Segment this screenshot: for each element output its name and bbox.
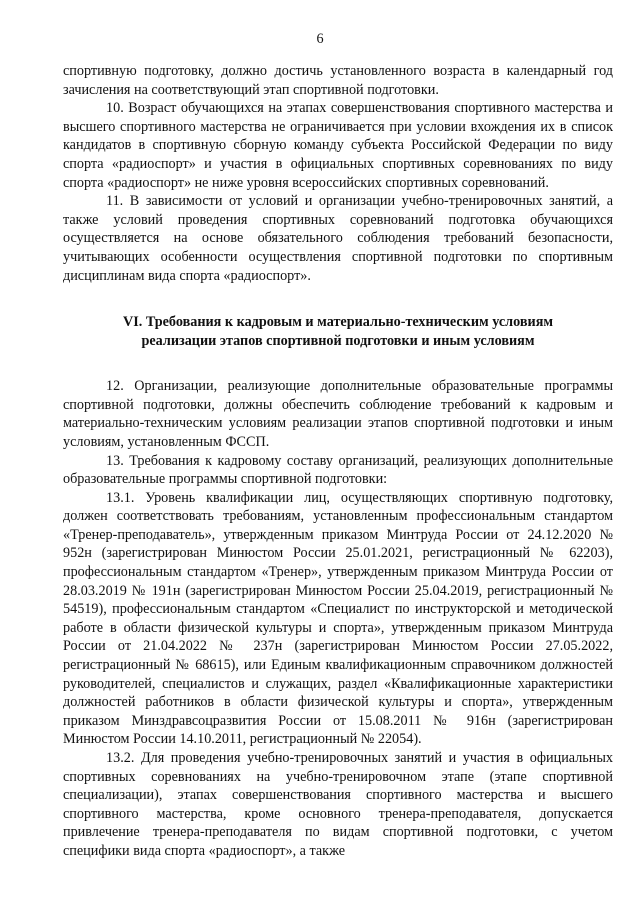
paragraph-10: 10. Возраст обучающихся на этапах совершенствования спортивного мастерства и высшего спортивного мастерства не ограничивается при условии вхождения их в список кандидатов в спортивную сборную команду субъекта Российской Федерации по виду спорта «радиоспорт» и участия в официальных спортивных соревнованиях по виду спорта «радиоспорт» не ниже уровня всероссийских спортивных соревнований. xyxy=(63,100,613,191)
paragraph-12: 12. Организации, реализующие дополнительные образовательные программы спортивной подготовки, должны обеспечить соблюдение требований к кадровым и материально-техническим условиям реализации этапов спортивной подготовки и иным условиям, установленным ФССП. xyxy=(63,378,613,450)
paragraph-continuation: спортивную подготовку, должно достичь установленного возраста в календарный год зачисления на соответствующий этап спортивной подготовки. xyxy=(63,63,613,98)
section-heading-line-2: реализации этапов спортивной подготовки и иным условиям xyxy=(141,333,535,350)
paragraph-13-1: 13.1. Уровень квалификации лиц, осуществляющих спортивную подготовку, должен соответствовать требованиям, установленным профессиональным стандартом «Тренер-преподаватель», утвержденным приказом Минтруда России от 24.12.2020 № 952н (зарегистрирован Минюстом России 25.01.2021, регистрационный № 62203), профессиональным стандартом «Тренер», утвержденным приказом Минтруда России от 28.03.2019 № 191н (зарегистрирован Минюстом России 25.04.2019, регистрационный № 54519), профессиональным стандартом «Специалист по инструкторской и методической работе в области физической культуры и спорта», утвержденным приказом Минтруда России от 21.04.2022 № 237н (зарегистрирован Минюстом России 27.05.2022, регистрационный № 68615), или Единым квалификационным справочником должностей руководителей, специалистов и служащих, раздел «Квалификационные характеристики должностей работников в области физической культуры и спорта», утвержденным приказом Минздравсоцразвития России от 15.08.2011 № 916н (зарегистрирован Минюстом России 14.10.2011, регистрационный № 22054). xyxy=(63,489,613,748)
document-body xyxy=(63,62,613,861)
section-heading xyxy=(63,313,613,351)
section-heading-line-1: VI. Требования к кадровым и материально-техническим условиям xyxy=(122,314,554,331)
paragraph-13: 13. Требования к кадровому составу организаций, реализующих дополнительные образовательные программы спортивной подготовки: xyxy=(63,452,613,488)
page-number: 6 xyxy=(316,31,324,47)
paragraph-13-2: 13.2. Для проведения учебно-тренировочных занятий и участия в официальных спортивных соревнованиях на учебно-тренировочном этапе (этапе спортивной специализации), этапах совершенствования спортивного мастерства и высшего спортивного мастерства, кроме основного тренера-преподавателя, допускается привлечение тренера-преподавателя по видам спортивной подготовки, с учетом специфики вида спорта «радиоспорт», а также xyxy=(63,750,613,859)
paragraph-11: 11. В зависимости от условий и организации учебно-тренировочных занятий, а также условий проведения спортивных соревнований подготовка обучающихся осуществляется на основе обязательного соблюдения требований безопасности, учитывающих особенности осуществления спортивной подготовки по спортивным дисциплинам вида спорта «радиоспорт». xyxy=(63,193,613,284)
